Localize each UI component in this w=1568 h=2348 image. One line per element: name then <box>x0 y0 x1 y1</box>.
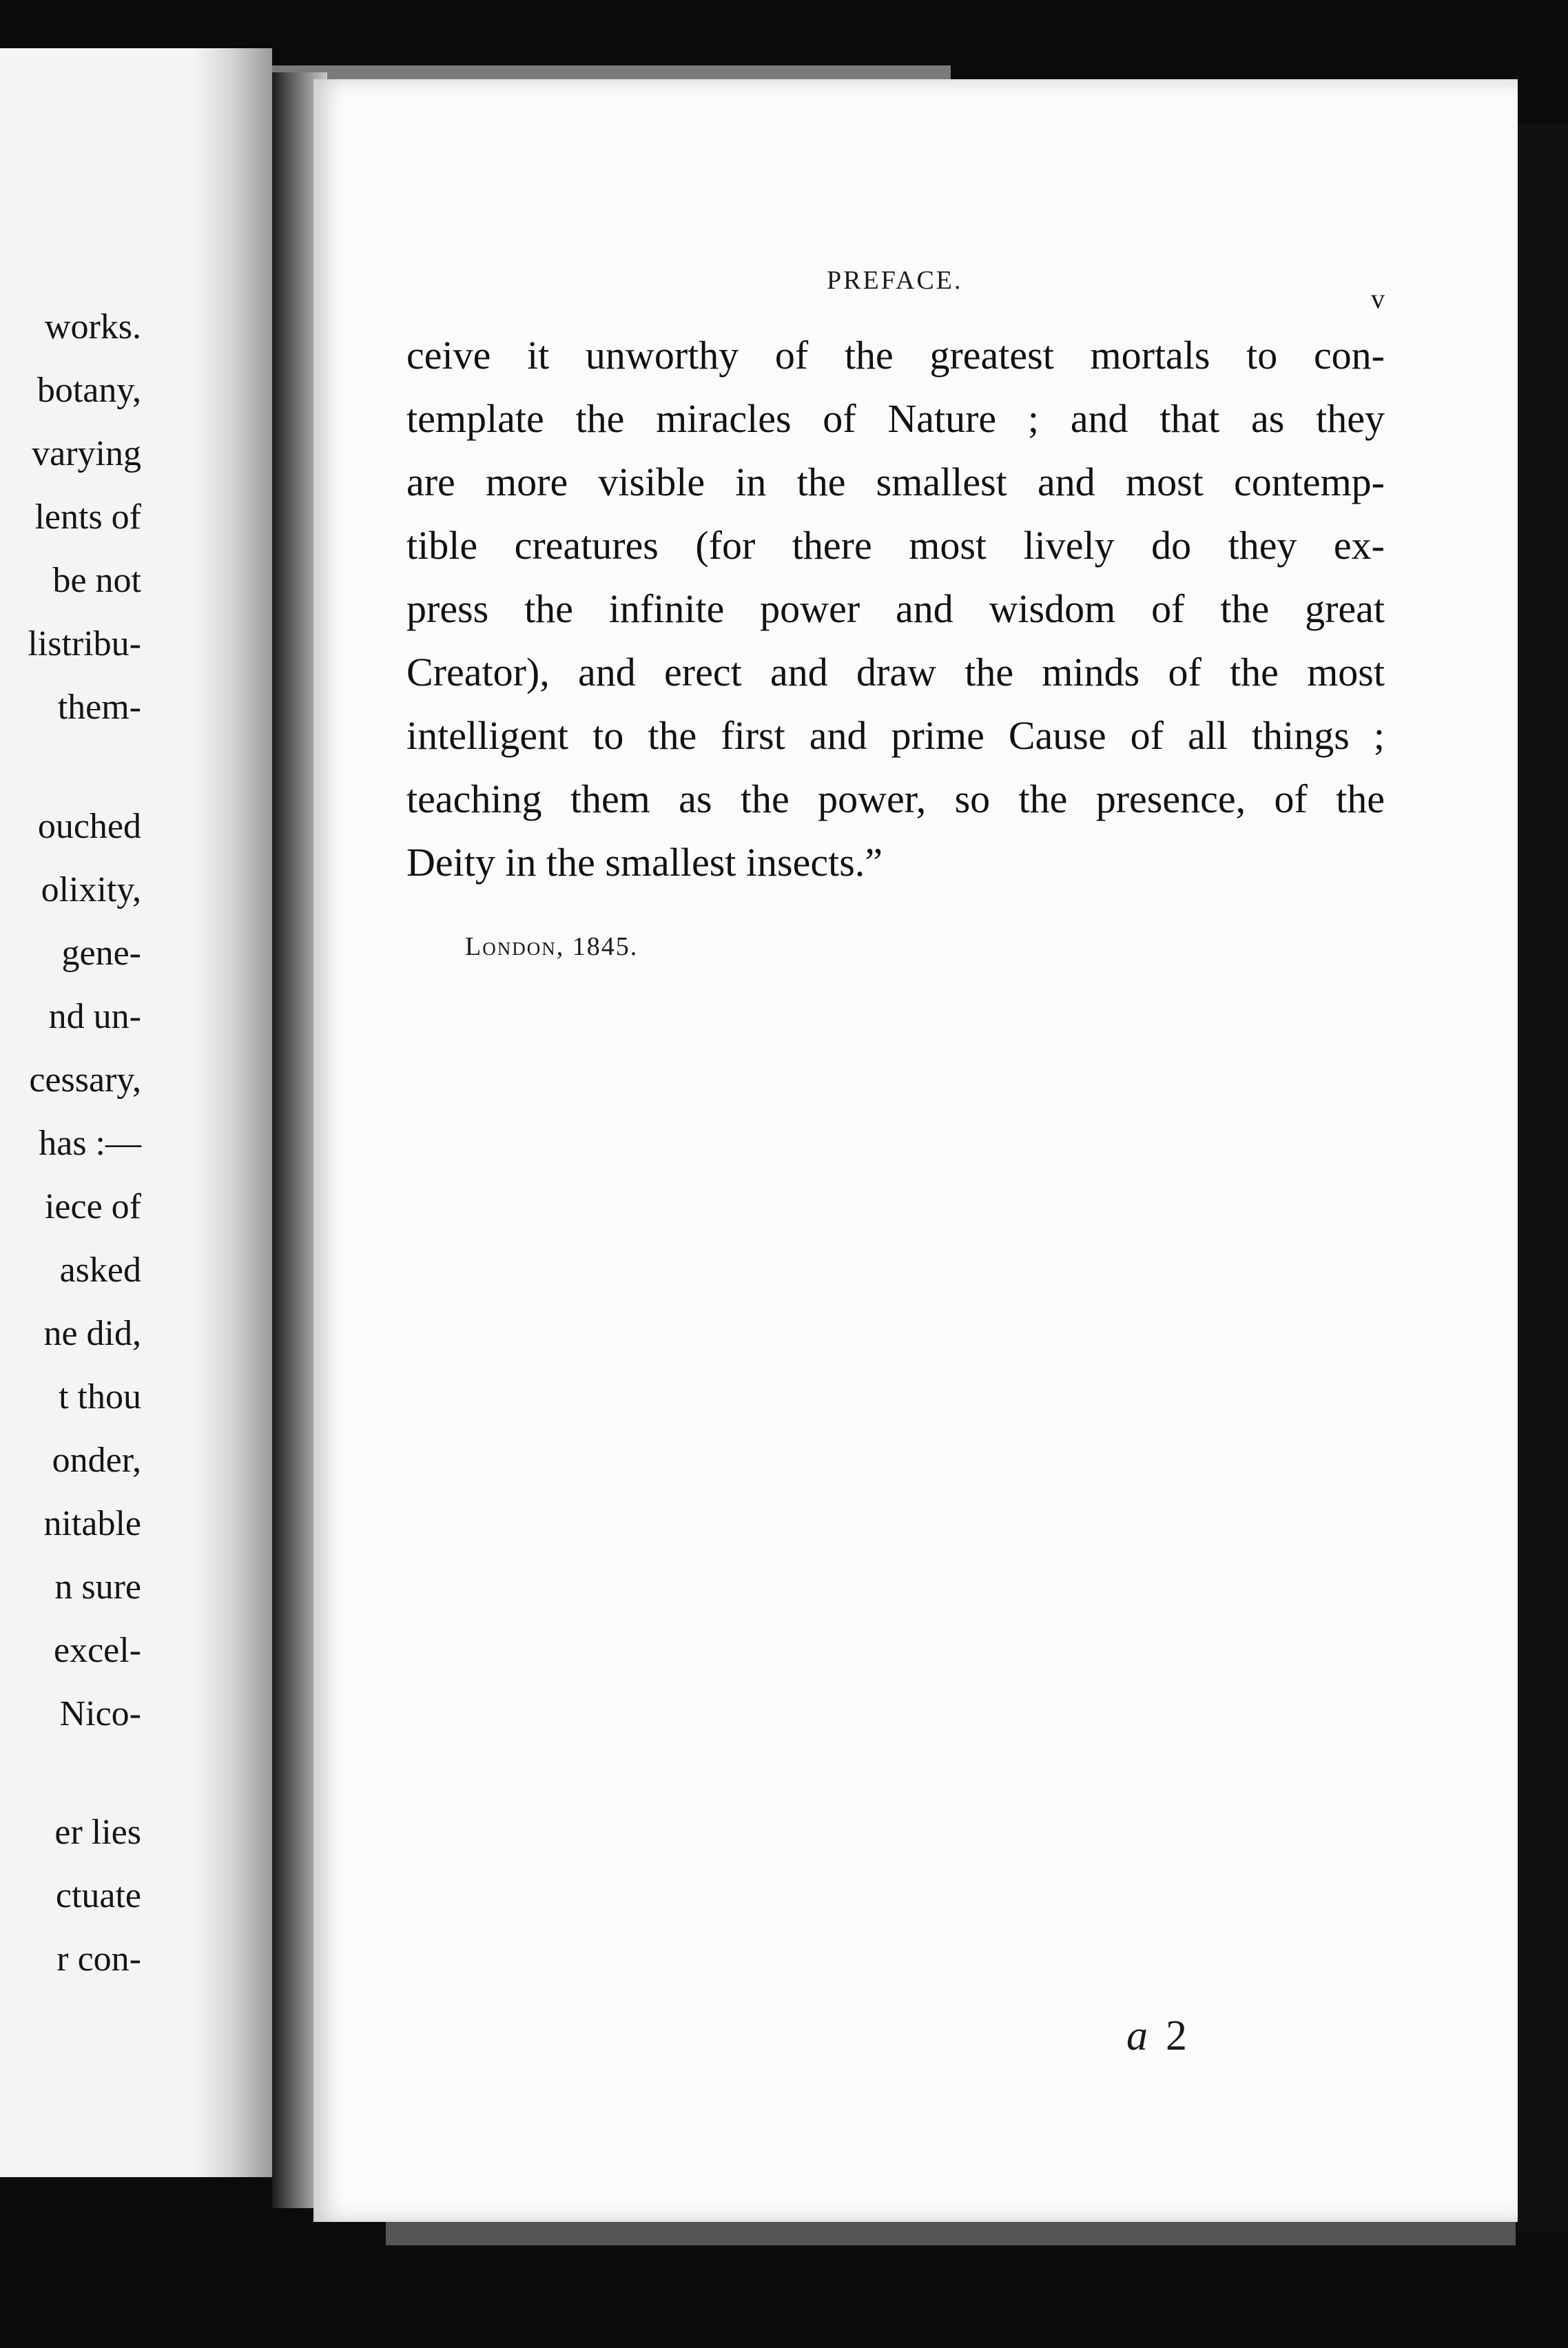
left-page-line: olixity, <box>41 870 141 909</box>
text-line: Creator), and erect and draw the minds of the most <box>406 650 1385 694</box>
text-line: intelligent to the first and prime Cause of all things ; <box>406 713 1385 758</box>
left-page-line: gene- <box>61 934 141 973</box>
left-page-line: n sure <box>54 1567 141 1607</box>
left-page-line: r con- <box>56 1939 141 1979</box>
signature-number: 2 <box>1166 2012 1187 2059</box>
left-page-line: ne did, <box>43 1314 141 1353</box>
left-page-line: them- <box>57 688 141 727</box>
printer-signature-mark <box>1126 2012 1187 2061</box>
year: 1845. <box>572 932 639 961</box>
running-head: PREFACE. <box>827 266 963 295</box>
left-page-line: excel- <box>53 1631 141 1670</box>
text-line: are more visible in the smallest and most contemp- <box>406 460 1385 504</box>
left-page-line: varying <box>32 434 141 473</box>
gutter-shadow <box>194 48 272 2177</box>
text-line: press the infinite power and wisdom of the great <box>406 586 1385 631</box>
left-page-line: ouched <box>37 807 141 846</box>
left-page-line: asked <box>59 1250 141 1290</box>
left-page-line: Nico- <box>59 1694 141 1733</box>
left-page-line: cessary, <box>29 1060 141 1100</box>
left-page-line: er lies <box>54 1813 141 1852</box>
left-page-line: iece of <box>44 1187 141 1226</box>
text-line: Deity in the smallest insects.” <box>406 840 883 885</box>
text-line: ceive it unworthy of the greatest mortals to con- <box>406 333 1385 378</box>
place: London, <box>465 932 565 961</box>
text-line: template the miracles of Nature ; and that as they <box>406 396 1385 441</box>
left-page-line: has :— <box>39 1124 141 1163</box>
left-page-line: t thou <box>59 1377 141 1417</box>
left-page-line: botany, <box>37 371 141 410</box>
place-and-date <box>465 931 638 962</box>
left-page-line: ctuate <box>55 1876 141 1915</box>
text-line: teaching them as the power, so the presence, of the <box>406 776 1385 821</box>
signature-letter: a <box>1126 2012 1148 2059</box>
left-page <box>0 48 272 2177</box>
preface-body-text <box>406 324 1385 894</box>
text-line: tible creatures (for there most lively do they ex- <box>406 523 1385 568</box>
left-page-line: lents of <box>34 497 141 537</box>
scan-edge-right <box>1518 124 1568 2232</box>
left-page-line: nitable <box>43 1504 141 1543</box>
left-page-line: listribu- <box>28 624 141 663</box>
left-page-line: onder, <box>52 1441 141 1480</box>
page-number: v <box>1371 283 1385 314</box>
left-page-line: nd un- <box>48 997 141 1036</box>
scan-edge-band-bottom <box>386 2222 1516 2245</box>
left-page-line: be not <box>52 561 141 600</box>
left-page-line: works. <box>44 307 141 347</box>
